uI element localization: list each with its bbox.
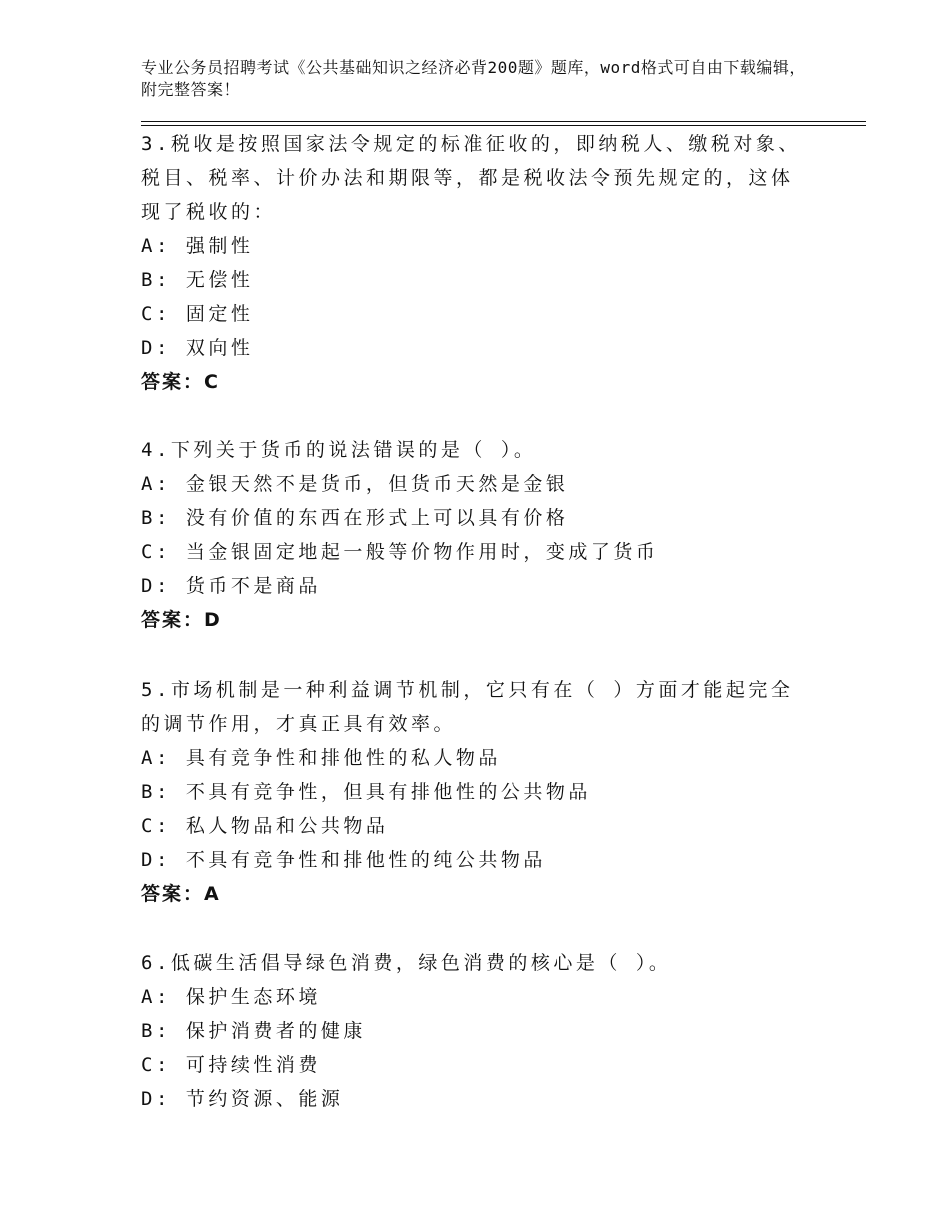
option-d: D: 节约资源、能源 (141, 1088, 344, 1110)
option-c: C: 当金银固定地起一般等价物作用时，变成了货币 (141, 541, 659, 563)
question-stem: 6.低碳生活倡导绿色消费，绿色消费的核心是（ ）。 (141, 952, 672, 974)
answer-line: 答案：D (141, 609, 222, 631)
option-a: A: 保护生态环境 (141, 986, 321, 1008)
question-stem: 5.市场机制是一种利益调节机制，它只有在（ ）方面才能起完全的调节作用，才真正具有效率。 (141, 679, 794, 735)
option-b: B: 无偿性 (141, 269, 254, 291)
question-4 (141, 433, 806, 637)
question-stem: 3.税收是按照国家法令规定的标准征收的，即纳税人、缴税对象、税目、税率、计价办法和期限等，都是税收法令预先规定的，这体现了税收的： (141, 133, 801, 223)
header-rule-top (141, 121, 866, 122)
header-rule-bottom (141, 125, 866, 126)
option-c: C: 固定性 (141, 303, 254, 325)
option-d: D: 不具有竞争性和排他性的纯公共物品 (141, 849, 546, 871)
document-header: 专业公务员招聘考试《公共基础知识之经济必背200题》题库，word格式可自由下载编辑，附完整答案！ (141, 58, 806, 99)
question-5 (141, 673, 806, 911)
option-a: A: 具有竞争性和排他性的私人物品 (141, 747, 501, 769)
answer-line: 答案：A (141, 883, 221, 905)
option-c: C: 可持续性消费 (141, 1054, 321, 1076)
option-d: D: 双向性 (141, 337, 254, 359)
option-b: B: 不具有竞争性，但具有排他性的公共物品 (141, 781, 591, 803)
option-d: D: 货币不是商品 (141, 575, 321, 597)
option-a: A: 金银天然不是货币，但货币天然是金银 (141, 473, 569, 495)
answer-line: 答案：C (141, 371, 220, 393)
question-6 (141, 946, 806, 1116)
question-3 (141, 127, 806, 399)
question-stem: 4.下列关于货币的说法错误的是（ ）。 (141, 439, 537, 461)
option-c: C: 私人物品和公共物品 (141, 815, 389, 837)
option-b: B: 保护消费者的健康 (141, 1020, 366, 1042)
option-b: B: 没有价值的东西在形式上可以具有价格 (141, 507, 569, 529)
option-a: A: 强制性 (141, 235, 254, 257)
